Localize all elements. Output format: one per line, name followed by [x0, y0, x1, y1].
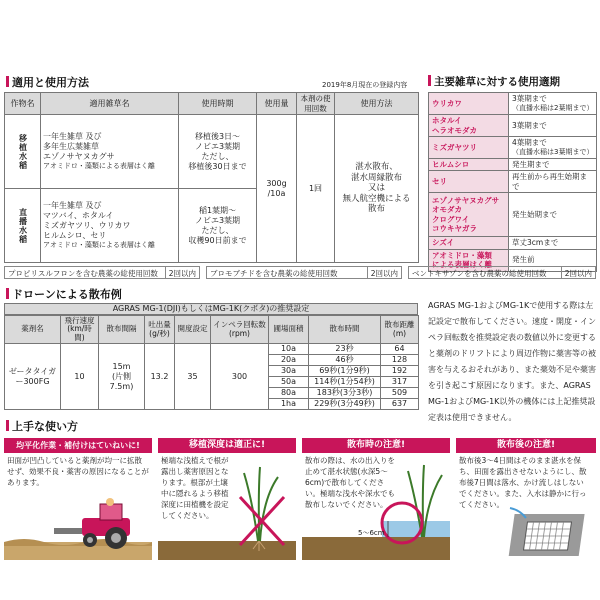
drone-section-title: ドローンによる散布例 — [6, 286, 122, 302]
weeds-direct: 一年生雑草 及び マツバイ、ホタルイ ミズガヤツリ、ウリカワ ヒルムシロ、セリ アオミドロ・藻類による表層はく離 — [41, 189, 179, 263]
tip-body: 散布後3～4日間はそのまま湛水を保ち、田面を露出させないようにし、散布後7日間は落水、かけ流しはしないでください。また、入水は静かに行ってください。 — [459, 456, 587, 509]
date-note: 2019年8月現在の登録内容 — [322, 81, 408, 89]
table-row: 50a 114秒(1分54秒) 317 — [5, 377, 419, 388]
table-row: ウリカワ 3葉期まで （直播水稲は2葉期まで） — [429, 93, 597, 115]
method-cell: 湛水散布、 湛水周縁散布 又は 無人航空機による 散布 — [335, 115, 419, 263]
table-row: ヒルムシロ 発生期まで — [429, 159, 597, 171]
header-method: 使用方法 — [335, 93, 419, 115]
tip-card-after — [456, 438, 596, 560]
header-opening: 開度設定 — [175, 316, 211, 344]
speed-value: 10 — [61, 344, 99, 410]
tip-card-leveling — [4, 438, 152, 560]
tip-title: 散布時の注意! — [302, 438, 450, 453]
drain-gate-illustration-icon — [456, 504, 596, 560]
header-product: 薬剤名 — [5, 316, 61, 344]
table-row: アオミドロ・藻類 による表層はく離 発生前 — [429, 249, 597, 271]
weeds-section-title: 主要雑草に対する使用適期 — [428, 74, 560, 89]
usage-section-title: 適用と使用方法 — [6, 74, 89, 90]
product-name: ゼータタイガー300FG — [5, 344, 61, 410]
tip-body: 極端な浅植えで根が露出し薬害原因となります。根部が土壌中に隠れるよう移植深度に田植機を設定してください。 — [161, 456, 229, 520]
tip-card-depth — [158, 438, 296, 560]
header-discharge: 吐出量(g/秒) — [145, 316, 175, 344]
table-row: ミズガヤツリ 4葉期まで （直播水稲は3葉期まで） — [429, 137, 597, 159]
section-bar-icon — [6, 420, 9, 431]
depth-label: 5～6cm — [358, 529, 385, 537]
tip-title: 散布後の注意! — [456, 438, 596, 453]
count-cell: 1回 — [297, 115, 335, 263]
header-weed: 適用雑草名 — [41, 93, 179, 115]
table-row: エゾノサヤヌカグサ オモダカ クログワイ コウキヤガラ 発生始期まで — [429, 193, 597, 237]
interval-value: 15m (片側7.5m) — [99, 344, 145, 410]
note-propyrisulfuron: プロピリスルフロンを含む農薬の総使用回数 2回以内 — [4, 266, 200, 279]
weed-period-table — [428, 92, 597, 272]
tip-title: 均平化作業・補付けはていねいに! — [4, 438, 152, 453]
header-time: 散布時間 — [309, 316, 381, 344]
timing-transplant: 移植後3日～ ノビエ3葉期 ただし、 移植後30日まで — [179, 115, 257, 189]
timing-direct: 稲1葉期～ ノビエ3葉期 ただし、 収穫90日前まで — [179, 189, 257, 263]
tip-card-application — [302, 438, 450, 560]
header-amount: 使用量 — [257, 93, 297, 115]
header-distance: 散布距離(m) — [381, 316, 419, 344]
note-bromobutide: ブロモブチドを含む農薬の総使用回数 2回以内 — [206, 266, 402, 279]
tip-body: 散布の際は、水の出入りを止めて湛水状態(水深5～6cm)で散布してください。極端な浅水や深水でも散布しないでください。 — [305, 456, 395, 509]
header-speed: 飛行速度(km/時間) — [61, 316, 99, 344]
header-timing: 使用時期 — [179, 93, 257, 115]
drone-note: AGRAS MG-1およびMG-1Kで使用する際は左記設定で散布してください。速度・開度・インペラ回転数を推奨設定表の数値以外に変更すると薬剤のドリフトにより周辺作物に薬害等の被害を与えるおそれがあり、また薬効不足や薬害を引き起こす原因になります。また、AGRAS MG-1およびMG-1K以外の機体には上記推奨設定表は使用できません。 — [428, 301, 596, 422]
table-row: 80a 183秒(3分3秒) 509 — [5, 388, 419, 399]
table-row: 1ha 229秒(3分49秒) 637 — [5, 399, 419, 410]
table-row: シズイ 草丈3cmまで — [429, 237, 597, 249]
table-row: セリ 再生前から再生始期まで — [429, 171, 597, 193]
amount-cell: 300g /10a — [257, 115, 297, 263]
table-row: ホタルイ ヘラオモダカ 3葉期まで — [429, 115, 597, 137]
area-cell: 10a — [269, 344, 309, 355]
header-count: 本剤の使用回数 — [297, 93, 335, 115]
tractor-illustration-icon — [4, 490, 152, 560]
tips-section-title: 上手な使い方 — [6, 418, 78, 434]
rpm-value: 300 — [211, 344, 269, 410]
section-bar-icon — [428, 75, 431, 86]
tip-body: 田面が凹凸していると薬剤が均一に拡散せず、効果不良・薬害の原因になることがあります。 — [7, 456, 149, 487]
section-bar-icon — [6, 76, 9, 87]
weeds-transplant: 一年生雑草 及び 多年生広葉雑草 エゾノサヤヌカグサ アオミドロ・藻類による表層はく離 — [41, 115, 179, 189]
table-row: 30a 69秒(1分9秒) 192 — [5, 366, 419, 377]
drone-setting-label: AGRAS MG-1(DJI)もしくはMG-1K(クボタ)の推奨設定 — [4, 303, 418, 315]
header-interval: 散布間隔 — [99, 316, 145, 344]
header-area: 圃場面積 — [269, 316, 309, 344]
usage-table — [4, 92, 419, 263]
tip-title: 移植深度は適正に! — [158, 438, 296, 453]
note-bentoxazone: ベントキサゾンを含む農薬の総使用回数 2回以内 — [408, 266, 596, 279]
section-bar-icon — [6, 288, 9, 299]
distance-cell: 64 — [381, 344, 419, 355]
crop-direct: 直播水稲 — [5, 189, 41, 263]
header-rpm: インペラ回転数(rpm) — [211, 316, 269, 344]
crop-transplant: 移植水稲 — [5, 115, 41, 189]
opening-value: 35 — [175, 344, 211, 410]
time-cell: 23秒 — [309, 344, 381, 355]
table-row: 20a 46秒 128 — [5, 355, 419, 366]
discharge-value: 13.2 — [145, 344, 175, 410]
drone-table — [4, 315, 419, 410]
header-crop: 作物名 — [5, 93, 41, 115]
